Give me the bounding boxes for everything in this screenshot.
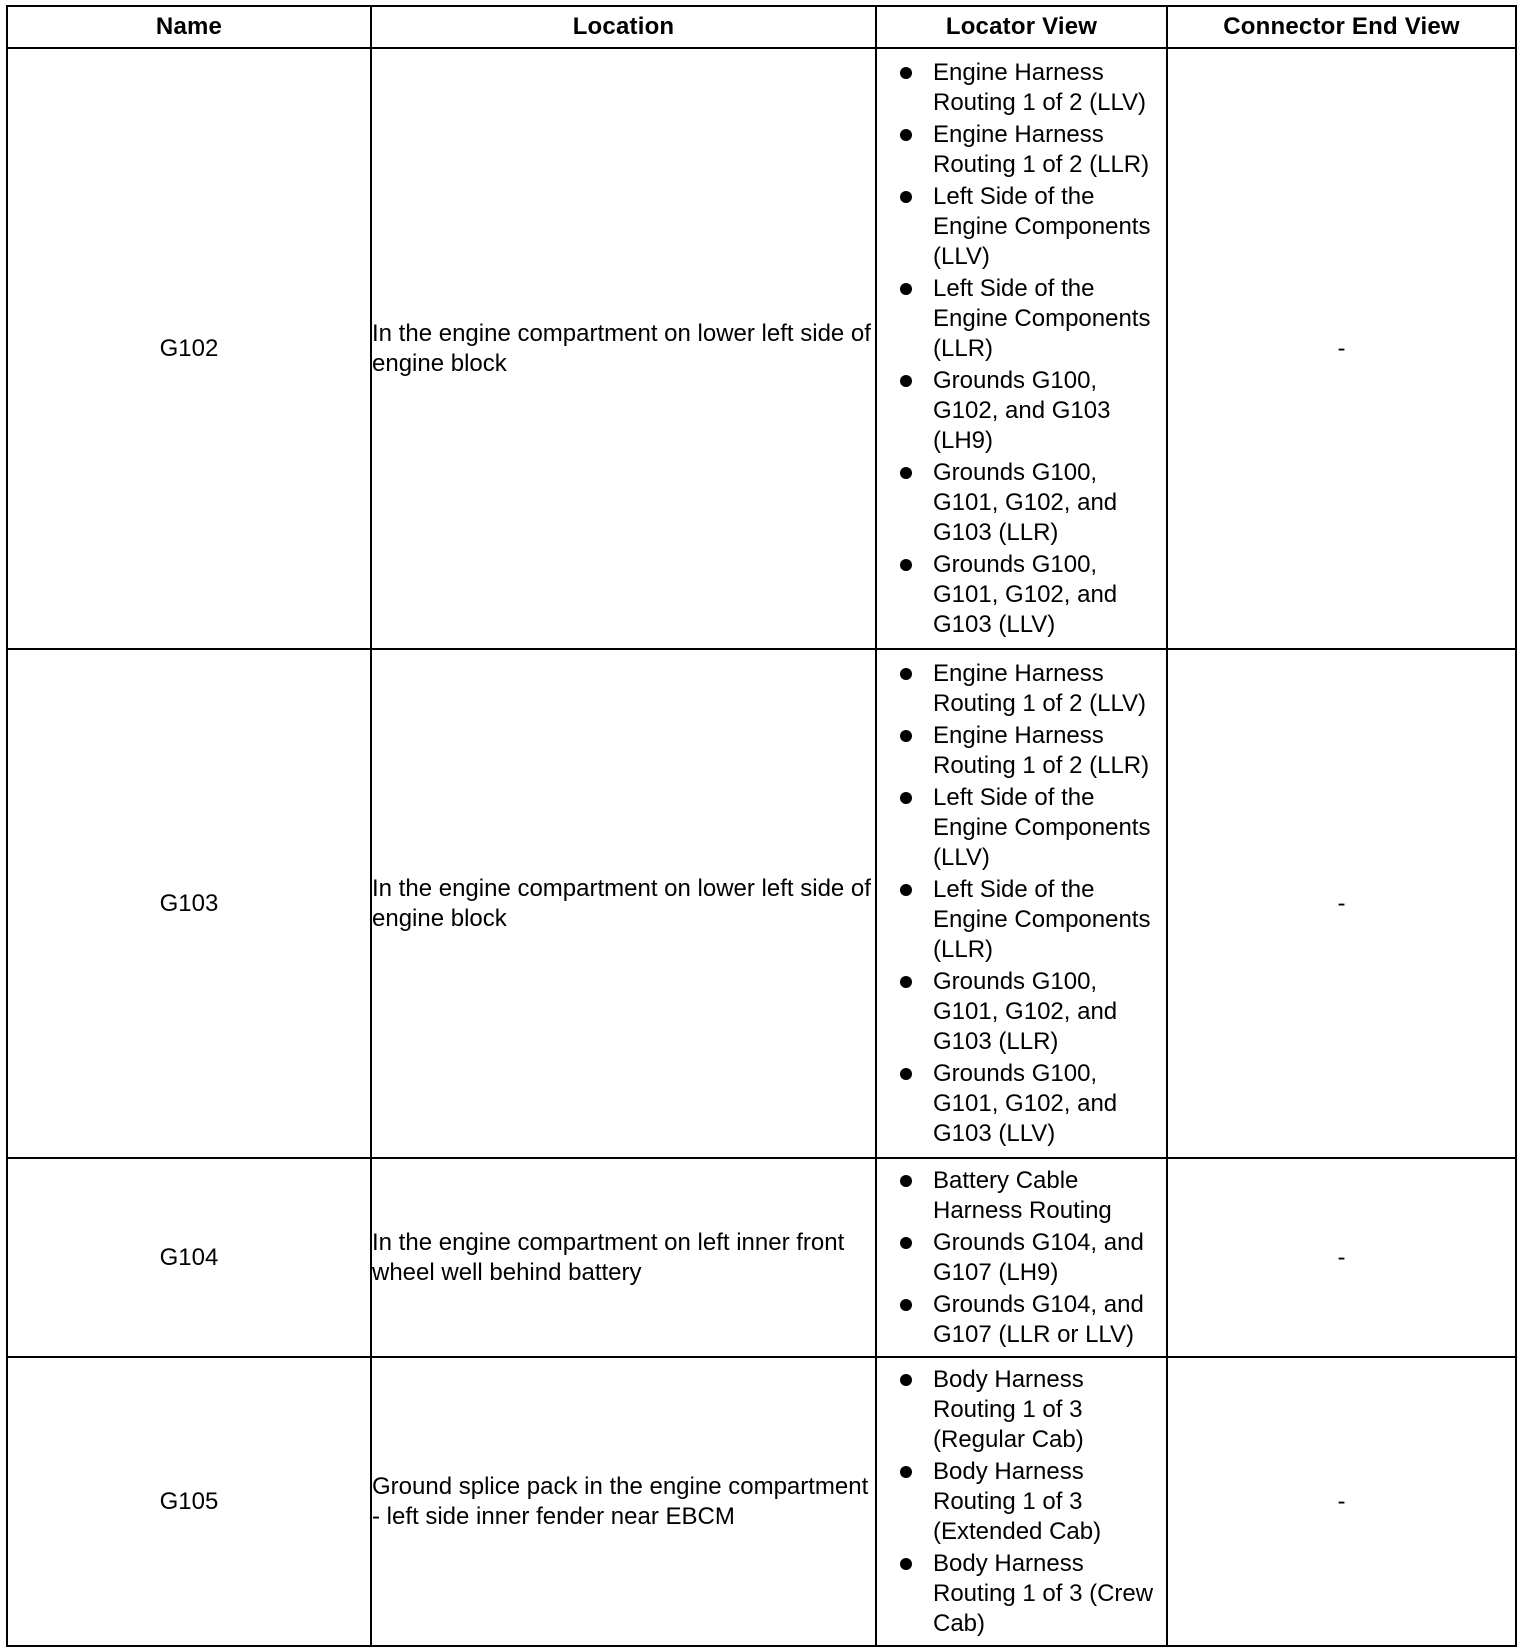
- table-row: [7, 48, 1516, 649]
- row-connector-end-view: -: [1167, 1158, 1516, 1357]
- locator-view-text: Body Harness Routing 1 of 3 (Regular Cab): [933, 1365, 1084, 1453]
- row-name: G104: [7, 1158, 371, 1357]
- locator-view-text: Engine Harness Routing 1 of 2 (LLR): [933, 721, 1150, 779]
- row-locator-views: [876, 1357, 1167, 1646]
- row-connector-end-view: -: [1167, 1357, 1516, 1646]
- bullet-icon: [900, 730, 912, 742]
- row-location: Ground splice pack in the engine compartment - left side inner fender near EBCM: [371, 1357, 876, 1646]
- locator-view-text: Grounds G100, G102, and G103 (LH9): [933, 366, 1111, 454]
- row-name: G103: [7, 649, 371, 1158]
- row-name: G105: [7, 1357, 371, 1646]
- locator-view-text: Grounds G100, G101, G102, and G103 (LLR): [933, 458, 1118, 546]
- bullet-icon: [900, 884, 912, 896]
- header-name: Name: [7, 6, 371, 48]
- locator-view-item: [877, 721, 1166, 781]
- locator-view-item: [877, 1290, 1166, 1350]
- locator-view-item: [877, 967, 1166, 1057]
- bullet-icon: [900, 1299, 912, 1311]
- bullet-icon: [900, 792, 912, 804]
- bullet-icon: [900, 1068, 912, 1080]
- locator-view-item: [877, 182, 1166, 272]
- locator-view-text: Left Side of the Engine Components (LLR): [933, 875, 1151, 963]
- locator-view-text: Engine Harness Routing 1 of 2 (LLV): [933, 58, 1147, 116]
- bullet-icon: [900, 1175, 912, 1187]
- header-locator-view: Locator View: [876, 6, 1167, 48]
- locator-view-item: [877, 58, 1166, 118]
- locator-view-item: [877, 458, 1166, 548]
- row-location: In the engine compartment on left inner front wheel well behind battery: [371, 1158, 876, 1357]
- bullet-icon: [900, 283, 912, 295]
- ground-locations-table: [6, 5, 1517, 1647]
- row-connector-end-view: -: [1167, 48, 1516, 649]
- locator-view-text: Grounds G100, G101, G102, and G103 (LLR): [933, 967, 1118, 1055]
- locator-view-text: Battery Cable Harness Routing: [933, 1166, 1112, 1224]
- bullet-icon: [900, 559, 912, 571]
- locator-view-text: Body Harness Routing 1 of 3 (Crew Cab): [933, 1549, 1154, 1637]
- header-location: Location: [371, 6, 876, 48]
- bullet-icon: [900, 668, 912, 680]
- header-row: [7, 6, 1516, 48]
- table-row: [7, 649, 1516, 1158]
- locator-view-item: [877, 875, 1166, 965]
- bullet-icon: [900, 1237, 912, 1249]
- table-body: [7, 48, 1516, 1646]
- row-locator-views: [876, 649, 1167, 1158]
- locator-view-text: Left Side of the Engine Components (LLV): [933, 783, 1151, 871]
- locator-view-text: Grounds G100, G101, G102, and G103 (LLV): [933, 550, 1118, 638]
- row-locator-views: [876, 1158, 1167, 1357]
- locator-view-text: Engine Harness Routing 1 of 2 (LLV): [933, 659, 1147, 717]
- bullet-icon: [900, 467, 912, 479]
- table-header: [7, 6, 1516, 48]
- bullet-icon: [900, 1374, 912, 1386]
- header-connector-end-view: Connector End View: [1167, 6, 1516, 48]
- bullet-icon: [900, 67, 912, 79]
- locator-view-list: [877, 1365, 1166, 1639]
- row-locator-views: [876, 48, 1167, 649]
- bullet-icon: [900, 375, 912, 387]
- row-connector-end-view: -: [1167, 649, 1516, 1158]
- table-row: [7, 1357, 1516, 1646]
- locator-view-text: Engine Harness Routing 1 of 2 (LLR): [933, 120, 1150, 178]
- locator-view-item: [877, 1365, 1166, 1455]
- locator-view-text: Grounds G104, and G107 (LLR or LLV): [933, 1290, 1144, 1348]
- locator-view-list: [877, 1166, 1166, 1350]
- locator-view-item: [877, 1059, 1166, 1149]
- locator-view-item: [877, 1228, 1166, 1288]
- locator-view-text: Left Side of the Engine Components (LLV): [933, 182, 1151, 270]
- locator-view-item: [877, 1457, 1166, 1547]
- locator-view-text: Body Harness Routing 1 of 3 (Extended Cab): [933, 1457, 1102, 1545]
- locator-view-item: [877, 1549, 1166, 1639]
- bullet-icon: [900, 976, 912, 988]
- bullet-icon: [900, 1558, 912, 1570]
- locator-view-item: [877, 1166, 1166, 1226]
- locator-view-list: [877, 58, 1166, 640]
- row-location: In the engine compartment on lower left side of engine block: [371, 48, 876, 649]
- locator-view-text: Grounds G104, and G107 (LH9): [933, 1228, 1144, 1286]
- locator-view-item: [877, 550, 1166, 640]
- locator-view-item: [877, 120, 1166, 180]
- locator-view-text: Grounds G100, G101, G102, and G103 (LLV): [933, 1059, 1118, 1147]
- table-row: [7, 1158, 1516, 1357]
- bullet-icon: [900, 1466, 912, 1478]
- bullet-icon: [900, 129, 912, 141]
- locator-view-item: [877, 274, 1166, 364]
- locator-view-item: [877, 659, 1166, 719]
- locator-view-item: [877, 783, 1166, 873]
- locator-view-list: [877, 659, 1166, 1149]
- locator-view-item: [877, 366, 1166, 456]
- row-name: G102: [7, 48, 371, 649]
- locator-view-text: Left Side of the Engine Components (LLR): [933, 274, 1151, 362]
- row-location: In the engine compartment on lower left side of engine block: [371, 649, 876, 1158]
- bullet-icon: [900, 191, 912, 203]
